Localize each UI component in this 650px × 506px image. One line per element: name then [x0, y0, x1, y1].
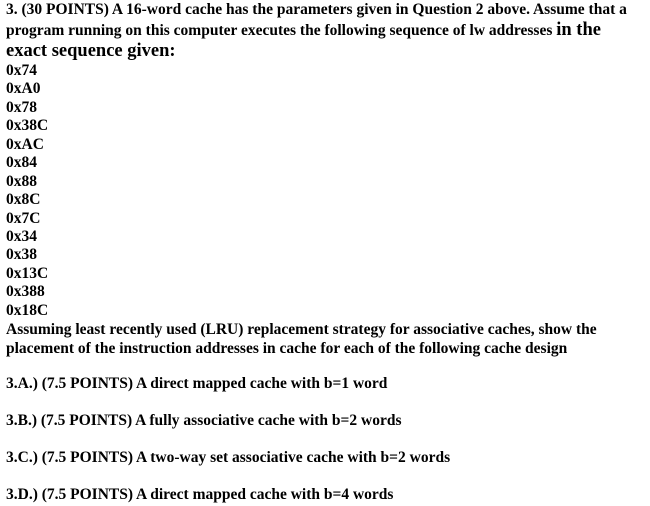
address-item: 0xAC — [6, 135, 44, 153]
address-item: 0x84 — [6, 154, 37, 172]
question-intro-emphasis: in the exact sequence given: — [6, 20, 601, 61]
question-intro — [6, 0, 646, 62]
address-item: 0x13C — [6, 264, 49, 282]
question-document — [6, 0, 646, 358]
address-item: 0x8C — [6, 191, 41, 209]
instruction-text: Assuming least recently used (LRU) replacement strategy for associative caches, show the placement of the instruction addresses in cache for each of the following cache design — [6, 321, 597, 358]
part-a: 3.A.) (7.5 POINTS) A direct mapped cache with b=1 word — [6, 375, 388, 392]
address-item: 0x78 — [6, 98, 37, 116]
address-item: 0xA0 — [6, 80, 41, 98]
part-d: 3.D.) (7.5 POINTS) A direct mapped cache with b=4 words — [6, 486, 394, 503]
address-item: 0x74 — [6, 62, 37, 79]
address-item: 0x7C — [6, 209, 41, 227]
address-item: 0x388 — [6, 283, 45, 301]
address-item: 0x38C — [6, 117, 49, 135]
address-item: 0x88 — [6, 172, 37, 190]
part-b: 3.B.) (7.5 POINTS) A fully associative cache with b=2 words — [6, 412, 402, 429]
address-item: 0x18C — [6, 301, 49, 319]
part-c: 3.C.) (7.5 POINTS) A two-way set associative cache with b=2 words — [6, 449, 451, 466]
question-intro-text: 3. (30 POINTS) A 16-word cache has the parameters given in Question 2 above. Assume that a program running on this computer executes the following sequence of lw addresses — [6, 1, 627, 39]
address-sequence — [6, 62, 646, 320]
address-item: 0x34 — [6, 227, 37, 245]
address-item: 0x38 — [6, 246, 37, 264]
